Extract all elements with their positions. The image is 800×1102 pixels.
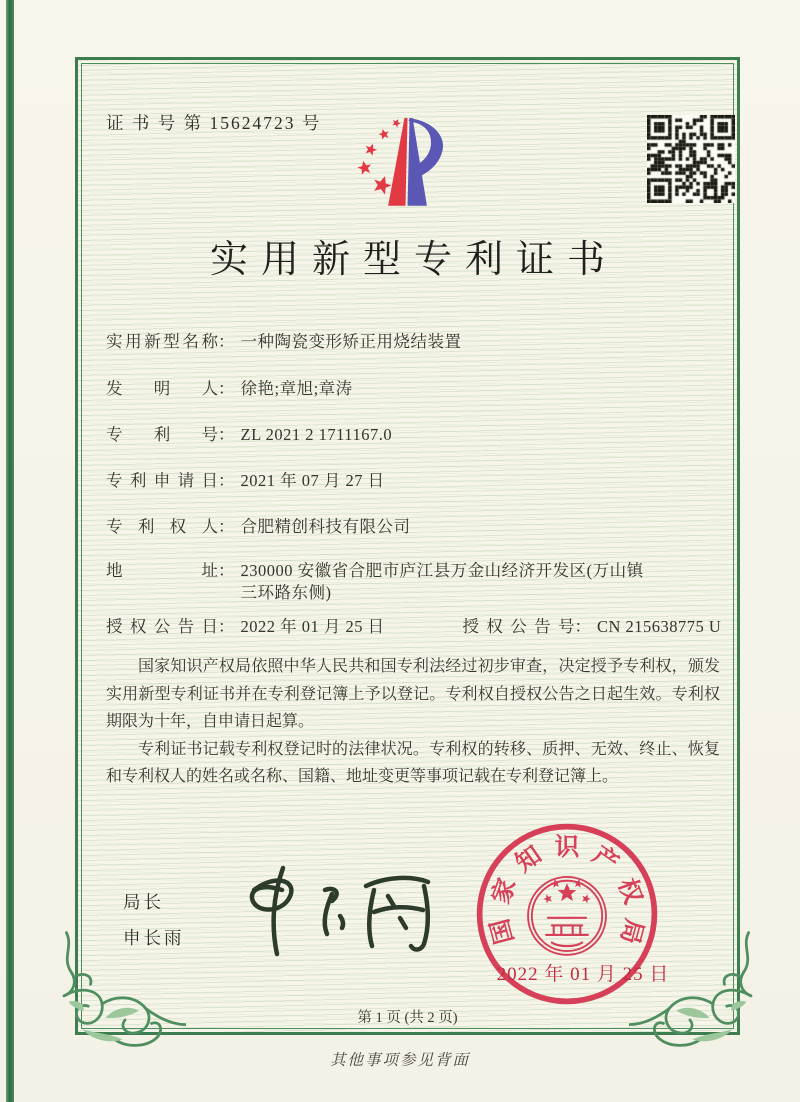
certificate-title: 实用新型专利证书 xyxy=(209,239,618,281)
field-label: 专利号 xyxy=(106,425,218,444)
colon: ： xyxy=(218,379,235,398)
colon: ： xyxy=(218,561,235,580)
binding-edge xyxy=(6,0,14,1102)
svg-text:权: 权 xyxy=(612,875,647,908)
field-row-inventors xyxy=(106,378,353,400)
field-label: 专利申请日 xyxy=(106,471,218,490)
director-signature xyxy=(228,856,443,961)
field-value: CN 215638775 U xyxy=(597,617,722,636)
legal-paragraph-1: 国家知识产权局依照中华人民共和国专利法经过初步审查，决定授予专利权，颁发实用新型专利证书并在专利登记簿上予以登记。专利权自授权公告之日起生效。专利权期限为十年，自申请日起算。 xyxy=(106,658,720,730)
field-row-address xyxy=(106,560,661,604)
certificate-frame xyxy=(75,57,740,1035)
certificate-number: 证 书 号 第 15624723 号 xyxy=(106,113,322,133)
field-label: 发明人 xyxy=(106,379,218,398)
field-value: 一种陶瓷变形矫正用烧结装置 xyxy=(240,332,462,351)
back-note: 其他事项参见背面 xyxy=(329,1052,470,1069)
svg-text:局: 局 xyxy=(614,915,648,947)
field-row-grant xyxy=(106,616,721,638)
field-value: 徐艳;章旭;章涛 xyxy=(240,379,353,398)
field-row-name xyxy=(106,331,462,353)
colon: ： xyxy=(218,332,235,351)
field-label: 授权公告日 xyxy=(106,617,218,636)
legal-text xyxy=(106,653,720,791)
field-row-patent-number xyxy=(106,424,392,446)
field-label: 专利权人 xyxy=(106,517,218,536)
colon: ： xyxy=(218,471,235,490)
colon: ： xyxy=(218,425,235,444)
svg-text:家: 家 xyxy=(487,875,522,908)
legal-paragraph-2: 专利证书记载专利权登记时的法律状况。专利权的转移、质押、无效、终止、恢复和专利权人的姓名或名称、国籍、地址变更等事项记载在专利登记簿上。 xyxy=(106,740,720,785)
official-title: 局长 xyxy=(123,892,164,912)
svg-text:知: 知 xyxy=(510,841,547,878)
qr-code xyxy=(647,115,735,203)
seal-date: 2022 年 01 月 25 日 xyxy=(496,964,670,985)
svg-text:国: 国 xyxy=(486,915,520,947)
field-value: 230000 安徽省合肥市庐江县万金山经济开发区(万山镇三环路东侧) xyxy=(240,561,644,602)
field-value: 合肥精创科技有限公司 xyxy=(240,517,411,536)
colon: ： xyxy=(218,517,235,536)
field-label: 地址 xyxy=(106,561,218,580)
svg-text:识: 识 xyxy=(554,834,580,861)
field-label: 实用新型名称 xyxy=(106,332,218,351)
official-block xyxy=(123,884,185,956)
colon: ： xyxy=(218,617,235,636)
field-row-filing-date xyxy=(106,470,385,492)
field-label: 授权公告号 xyxy=(462,617,575,636)
field-row-patentee xyxy=(106,516,411,538)
official-name: 申长雨 xyxy=(123,928,185,948)
svg-text:产: 产 xyxy=(587,841,624,878)
field-value: 2022 年 01 月 25 日 xyxy=(240,617,385,636)
field-value: ZL 2021 2 1711167.0 xyxy=(240,425,393,444)
field-value: 2021 年 07 月 27 日 xyxy=(240,471,385,490)
colon: ： xyxy=(574,617,591,636)
cnipa-logo xyxy=(346,116,466,218)
page-number: 第 1 页 (共 2 页) xyxy=(357,1010,458,1026)
